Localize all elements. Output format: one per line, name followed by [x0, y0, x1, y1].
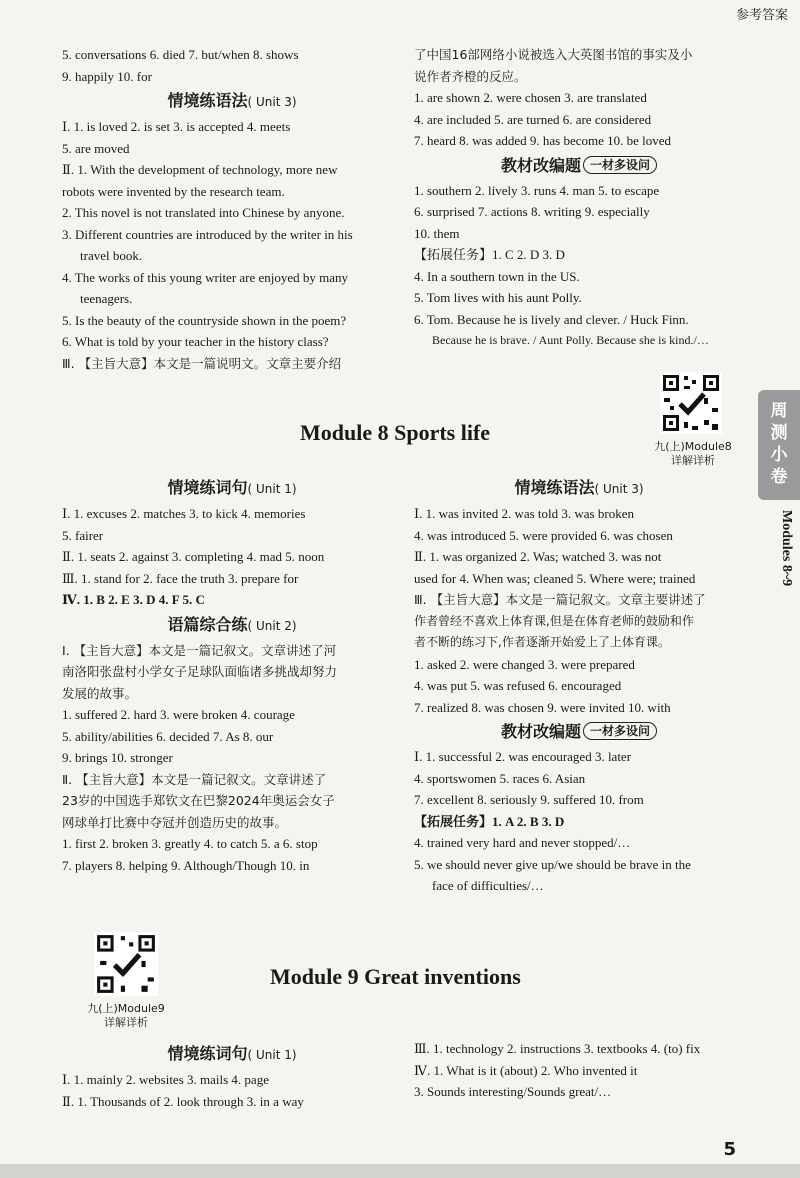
answer-line: 1. first 2. broken 3. greatly 4. to catch 5. a 6. stop: [62, 836, 318, 851]
answer-line: Ⅲ. 【主旨大意】本文是一篇说明文。文章主要介绍: [62, 355, 342, 371]
summary-line: 南洛阳张盘村小学女子足球队面临诸多挑战却努力: [62, 664, 338, 679]
section-title-grammar: 情境练语法( Unit 3): [167, 91, 297, 110]
answer-line: 5. are moved: [62, 140, 130, 156]
answer-line: 6. surprised 7. actions 8. writing 9. especially: [414, 204, 650, 219]
answer-line: Ⅰ. 1. excuses 2. matches 3. to kick 4. memories: [62, 506, 306, 521]
answer-line: 4. was put 5. was refused 6. encouraged: [414, 678, 622, 693]
answer-line: 2. This novel is not translated into Chinese by anyone.: [62, 205, 345, 220]
answer-line: 7. excellent 8. seriously 9. suffered 10. from: [414, 792, 644, 807]
answer-line: Ⅰ. 1. mainly 2. websites 3. mails 4. page: [62, 1072, 269, 1087]
answer-line: 6. Tom. Because he is lively and clever. / Huck Finn.: [414, 311, 689, 327]
answer-line: travel book.: [80, 248, 143, 263]
answer-line: Ⅱ. 1. With the development of technology, more new: [62, 162, 338, 177]
section-title-reading: 语篇综合练( Unit 2): [167, 614, 297, 634]
answer-line: 1. are shown 2. were chosen 3. are translated: [414, 90, 647, 105]
answer-line: 6. What is told by your teacher in the history class?: [62, 334, 329, 349]
section-title-words: 情境练词句( Unit 1): [167, 1044, 297, 1063]
answer-line: 9. happily 10. for: [62, 68, 152, 84]
answer-line: 5. ability/abilities 6. decided 7. As 8. our: [62, 728, 274, 744]
answer-line: 1. asked 2. were changed 3. were prepared: [414, 656, 635, 672]
answer-line: Ⅱ. 1. seats 2. against 3. completing 4. mad 5. noon: [62, 549, 325, 564]
answer-line: 5. Is the beauty of the countryside shown in the poem?: [62, 312, 347, 328]
answer-line: 5. Tom lives with his aunt Polly.: [414, 290, 582, 305]
module9-title: Module 9 Great inventions: [270, 964, 521, 989]
module8-right-column: [414, 474, 744, 897]
answer-line: teenagers.: [80, 291, 133, 306]
section-title-grammar: 情境练语法( Unit 3): [514, 478, 644, 497]
module8-left-column: [62, 474, 402, 876]
section-title-words: 情境练词句( Unit 1): [167, 478, 297, 497]
summary-line: 说作者齐橙的反应。: [414, 68, 527, 84]
summary-line: Ⅲ. 【主旨大意】本文是一篇记叙文。文章主要讲述了: [414, 592, 706, 607]
side-tab: 周 测 小 卷: [758, 390, 800, 500]
module9-left-column: [62, 1040, 402, 1112]
qr-code-icon[interactable]: [660, 372, 722, 434]
summary-line: 网球单打比赛中夺冠并创造历史的故事。: [62, 814, 288, 830]
answer-line: 5. fairer: [62, 527, 104, 543]
answer-line: Ⅱ. 1. was organized 2. Was; watched 3. was not: [414, 549, 662, 564]
answer-line: Ⅳ. 1. B 2. E 3. D 4. F 5. C: [62, 592, 205, 607]
answer-line: 3. Different countries are introduced by the writer in his: [62, 226, 353, 242]
section-title-textbook: 教材改编题 一材多设问: [414, 720, 744, 744]
qr-caption: 九(上)Module8 详解详析: [654, 440, 732, 467]
answer-line: 4. sportswomen 5. races 6. Asian: [414, 770, 586, 786]
summary-line: Ⅰ. 【主旨大意】本文是一篇记叙文。文章讲述了河: [62, 642, 337, 658]
answer-line: 4. are included 5. are turned 6. are considered: [414, 111, 652, 127]
answer-line: 1. southern 2. lively 3. runs 4. man 5. to escape: [414, 182, 660, 198]
answer-line: 4. The works of this young writer are enjoyed by many: [62, 269, 349, 285]
answer-line: 4. was introduced 5. were provided 6. was chosen: [414, 527, 673, 543]
answer-line: 7. heard 8. was added 9. has become 10. be loved: [414, 133, 672, 148]
answer-line: 4. In a southern town in the US.: [414, 268, 580, 284]
summary-line: 23岁的中国选手郑钦文在巴黎2024年奥运会女子: [62, 793, 335, 808]
module8-title: Module 8 Sports life: [300, 420, 491, 445]
qr-caption: 九(上)Module9 详解详析: [87, 1002, 165, 1029]
answer-line: face of difficulties/…: [432, 878, 544, 893]
summary-line: 者不断的练习下,作者逐渐开始爱上了上体育课。: [414, 635, 670, 649]
answer-line: 4. trained very hard and never stopped/…: [414, 835, 631, 850]
side-module-label: Modules 8~9: [779, 510, 794, 587]
qr-code-icon[interactable]: [94, 932, 158, 996]
section-tag: 一材多设问: [583, 156, 657, 174]
answer-line: 5. conversations 6. died 7. but/when 8. shows: [62, 47, 299, 62]
answer-line: robots were invented by the research team.: [62, 183, 285, 199]
answer-line: 10. them: [414, 225, 460, 241]
answer-line: Ⅳ. 1. What is it (about) 2. Who invented it: [414, 1062, 638, 1078]
top-left-column: [62, 44, 402, 374]
answer-line: Ⅱ. 1. Thousands of 2. look through 3. in a way: [62, 1093, 304, 1109]
answer-line: used for 4. When was; cleaned 5. Where were; trained: [414, 570, 696, 586]
section-title-textbook: 教材改编题 一材多设问: [414, 154, 744, 178]
summary-line: 作者曾经不喜欢上体育课,但是在体育老师的鼓励和作: [414, 613, 694, 628]
answer-key-header: 参考答案: [735, 8, 788, 23]
answer-line: Ⅰ. 1. was invited 2. was told 3. was broken: [414, 506, 634, 521]
summary-line: Ⅱ. 【主旨大意】本文是一篇记叙文。文章讲述了: [62, 771, 327, 787]
answer-line: 5. we should never give up/we should be brave in the: [414, 856, 691, 872]
answer-line: Ⅰ. 1. successful 2. was encouraged 3. later: [414, 749, 632, 764]
answer-line: Ⅲ. 1. stand for 2. face the truth 3. prepare for: [62, 570, 299, 586]
page-edge: [0, 1164, 800, 1178]
answer-line: 7. realized 8. was chosen 9. were invited 10. with: [414, 699, 671, 715]
page-number: 5: [723, 1139, 736, 1160]
module9-right-column: [414, 1038, 744, 1103]
summary-line: 发展的故事。: [62, 685, 138, 701]
answer-line: 【拓展任务】1. C 2. D 3. D: [414, 247, 565, 262]
summary-line: 了中国16部网络小说被选入大英图书馆的事实及小: [414, 47, 693, 62]
answer-line: Ⅲ. 1. technology 2. instructions 3. textbooks 4. (to) fix: [414, 1041, 701, 1056]
top-right-column: [414, 44, 744, 352]
answer-line: 1. suffered 2. hard 3. were broken 4. courage: [62, 707, 295, 722]
answer-line: Because he is brave. / Aunt Polly. Because she is kind./…: [432, 333, 709, 347]
answer-line: 7. players 8. helping 9. Although/Though 10. in: [62, 857, 310, 873]
answer-line: 【拓展任务】1. A 2. B 3. D: [414, 813, 565, 829]
section-tag: 一材多设问: [583, 722, 657, 740]
answer-line: 3. Sounds interesting/Sounds great/…: [414, 1084, 612, 1099]
answer-line: 9. brings 10. stronger: [62, 750, 173, 765]
answer-line: Ⅰ. 1. is loved 2. is set 3. is accepted 4. meets: [62, 119, 291, 134]
